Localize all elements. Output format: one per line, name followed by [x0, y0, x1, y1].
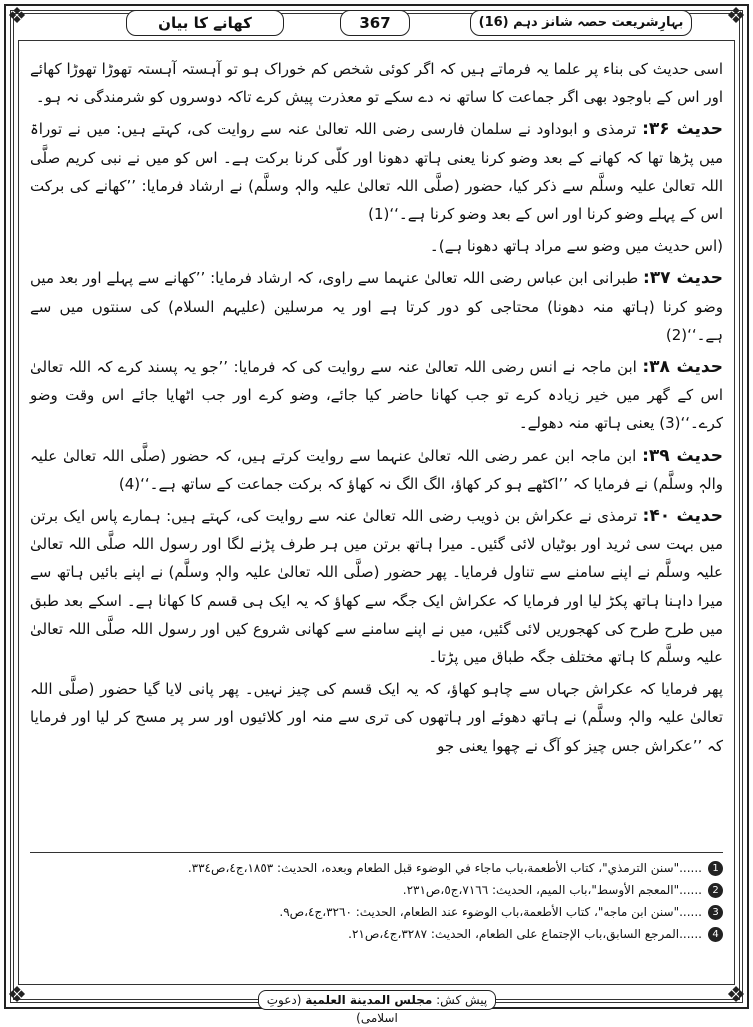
footer-publisher: مجلس المدينة العلمية	[305, 993, 433, 1007]
footnote-number: 3	[708, 905, 723, 920]
hadith-39-text: ابن ماجہ ابن عمر رضی اللہ تعالیٰ عنہما سے روایت کرتے ہیں، کہ حضور (صلَّی اللہ تعالیٰ علیہ والہٖ وسلَّم) نے فرمایا کہ ’’اکٹھے ہو کر کھاؤ، الگ الگ نہ کھاؤ کہ برکت جماعت کے ساتھ ہے۔‘‘(4)	[30, 446, 723, 493]
hadith-37	[30, 264, 723, 349]
footnote	[30, 901, 723, 923]
page-header	[0, 6, 753, 38]
hadith-38-label: حدیث ۳۸:	[642, 357, 723, 378]
chapter-title: کھانے کا بیان	[126, 10, 284, 36]
hadith-39-label: حدیث ۳۹:	[642, 445, 724, 466]
footer-suffix: (دعوتِ اسلامی)	[266, 993, 398, 1025]
corner-ornament-icon: ❖	[726, 4, 746, 29]
page-number: 367	[340, 10, 410, 36]
footnote	[30, 857, 723, 879]
footnote	[30, 923, 723, 945]
publisher-box	[258, 990, 496, 1025]
hadith-38-text: ابن ماجہ نے انس رضی اللہ تعالیٰ عنہ سے روایت کی کہ فرمایا: ’’جو یہ پسند کرے کہ اللہ تعالیٰ اس کے گھر میں خیر زیادہ کرے تو جب کھانا حاضر کیا جائے، وضو کرے اور جب اٹھایا جائے اس وقت وضو کرے۔‘‘(3) یعنی ہاتھ منہ دھولے۔	[30, 358, 723, 433]
footnote-number: 4	[708, 927, 723, 942]
hadith-40-text: ترمذی نے عکراش بن ذویب رضی اللہ تعالیٰ عنہ سے روایت کی، کہتے ہیں: ہمارے پاس ایک برتن میں بہت سی ثرید اور بوٹیاں لائی گئیں۔ میرا ہاتھ برتن میں ہر طرف پڑنے لگا اور رسول اللہ صلَّی اللہ تعالیٰ علیہ وسلَّم نے اپنے سامنے سے تناول فرمایا۔ پھر حضور (صلَّی اللہ تعالیٰ علیہ والہٖ وسلَّم) نے اپنے بائیں ہاتھ سے میرا داہنا ہاتھ پکڑ لیا اور فرمایا کہ عکراش ایک جگہ سے کھاؤ کہ یہ ایک ہی قسم کا کھانا ہے۔ اسکے بعد طبق میں طرح طرح کی کھجوریں لائی گئیں، میں نے اپنے سامنے سے کھانی شروع کیں اور رسول اللہ صلَّی اللہ تعالیٰ علیہ وسلَّم کا ہاتھ مختلف جگہ طباق میں پڑتا۔	[30, 507, 723, 667]
hadith-40	[30, 502, 723, 671]
footnotes	[30, 852, 723, 945]
hadith-36-text: ترمذی و ابوداود نے سلمان فارسی رضی اللہ تعالیٰ عنہ سے روایت کی، کہتے ہیں: میں نے توراۃ میں پڑھا تھا کہ کھانے کے بعد وضو کرنا یعنی ہاتھ دھونا اور کلّی کرنا برکت ہے۔ اس کو میں نے نبی کریم صلَّی اللہ تعالیٰ علیہ وسلَّم سے ذکر کیا، حضور (صلَّی اللہ تعالیٰ علیہ والہٖ وسلَّم) نے ارشاد فرمایا: ’’کھانے کی برکت اس کے پہلے وضو کرنا اور اس کے بعد وضو کرنا ہے۔‘‘(1)	[30, 120, 723, 224]
page-footer	[0, 990, 753, 1025]
footnote-text: ......المرجع السابق،باب الإجتماع على الطعام، الحديث: ٣٢٨٧،ج٤،ص٢١.	[348, 927, 702, 941]
hadith-38	[30, 353, 723, 438]
footnote-text: ......"سنن الترمذي"، كتاب الأطعمة،باب ماجاء في الوضوء قبل الطعام وبعده، الحديث: ١٨٥٣،ج٤،ص٣٣٤.	[187, 861, 702, 875]
footnote	[30, 879, 723, 901]
hadith-36-label: حدیث ۳۶:	[642, 119, 723, 140]
footer-prefix: پیش کش:	[436, 993, 488, 1007]
hadith-36	[30, 115, 723, 228]
hadith-40-label: حدیث ۴۰:	[642, 506, 723, 527]
footnote-text: ......"سنن ابن ماجه"، كتاب الأطعمة،باب الوضوء عند الطعام، الحديث: ٣٢٦٠،ج٤،ص٩.	[279, 905, 702, 919]
hadith-40-continuation: پھر فرمایا کہ عکراش جہاں سے چاہو کھاؤ، کہ یہ ایک قسم کی چیز نہیں۔ پھر پانی لایا گیا حضور (صلَّی اللہ تعالیٰ علیہ والہٖ وسلَّم) نے ہاتھ دھوئے اور ہاتھوں کی تری سے منہ اور کلائیوں اور سر پر مسح کر لیا اور فرمایا کہ ’’عکراش جس چیز کو آگ نے چھوا یعنی جو	[30, 680, 723, 755]
hadith-39	[30, 442, 723, 498]
intro-paragraph: اسی حدیث کی بناء پر علما یہ فرماتے ہیں کہ اگر کوئی شخص کم خوراک ہو تو آہستہ آہستہ تھوڑا تھوڑا کھائے اور اس کے باوجود بھی اگر جماعت کا ساتھ نہ دے سکے تو معذرت پیش کرے تاکہ دوسروں کو شرمندگی نہ ہو۔	[30, 60, 723, 107]
main-text	[30, 55, 723, 764]
hadith-37-label: حدیث ۳۷:	[642, 268, 723, 289]
corner-ornament-icon: ❖	[7, 983, 27, 1008]
book-title: بہارِشریعت حصہ شانز دہم (16)	[470, 10, 692, 36]
hadith-36-note: (اس حدیث میں وضو سے مراد ہاتھ دھونا ہے)۔	[429, 237, 723, 256]
hadith-37-text: طبرانی ابن عباس رضی اللہ تعالیٰ عنہما سے راوی، کہ ارشاد فرمایا: ’’کھانے سے پہلے اور بعد میں وضو کرنا (ہاتھ منہ دھونا) محتاجی کو دور کرتا ہے اور یہ مرسلین (علیہم السلام) کی سنتوں میں سے ہے۔‘‘(2)	[30, 269, 723, 344]
corner-ornament-icon: ❖	[726, 983, 746, 1008]
corner-ornament-icon: ❖	[7, 4, 27, 29]
footnote-number: 1	[708, 861, 723, 876]
footnote-text: ......"المعجم الأوسط"،باب الميم، الحديث: ٧١٦٦،ج٥،ص٢٣١.	[402, 883, 702, 897]
footnote-number: 2	[708, 883, 723, 898]
